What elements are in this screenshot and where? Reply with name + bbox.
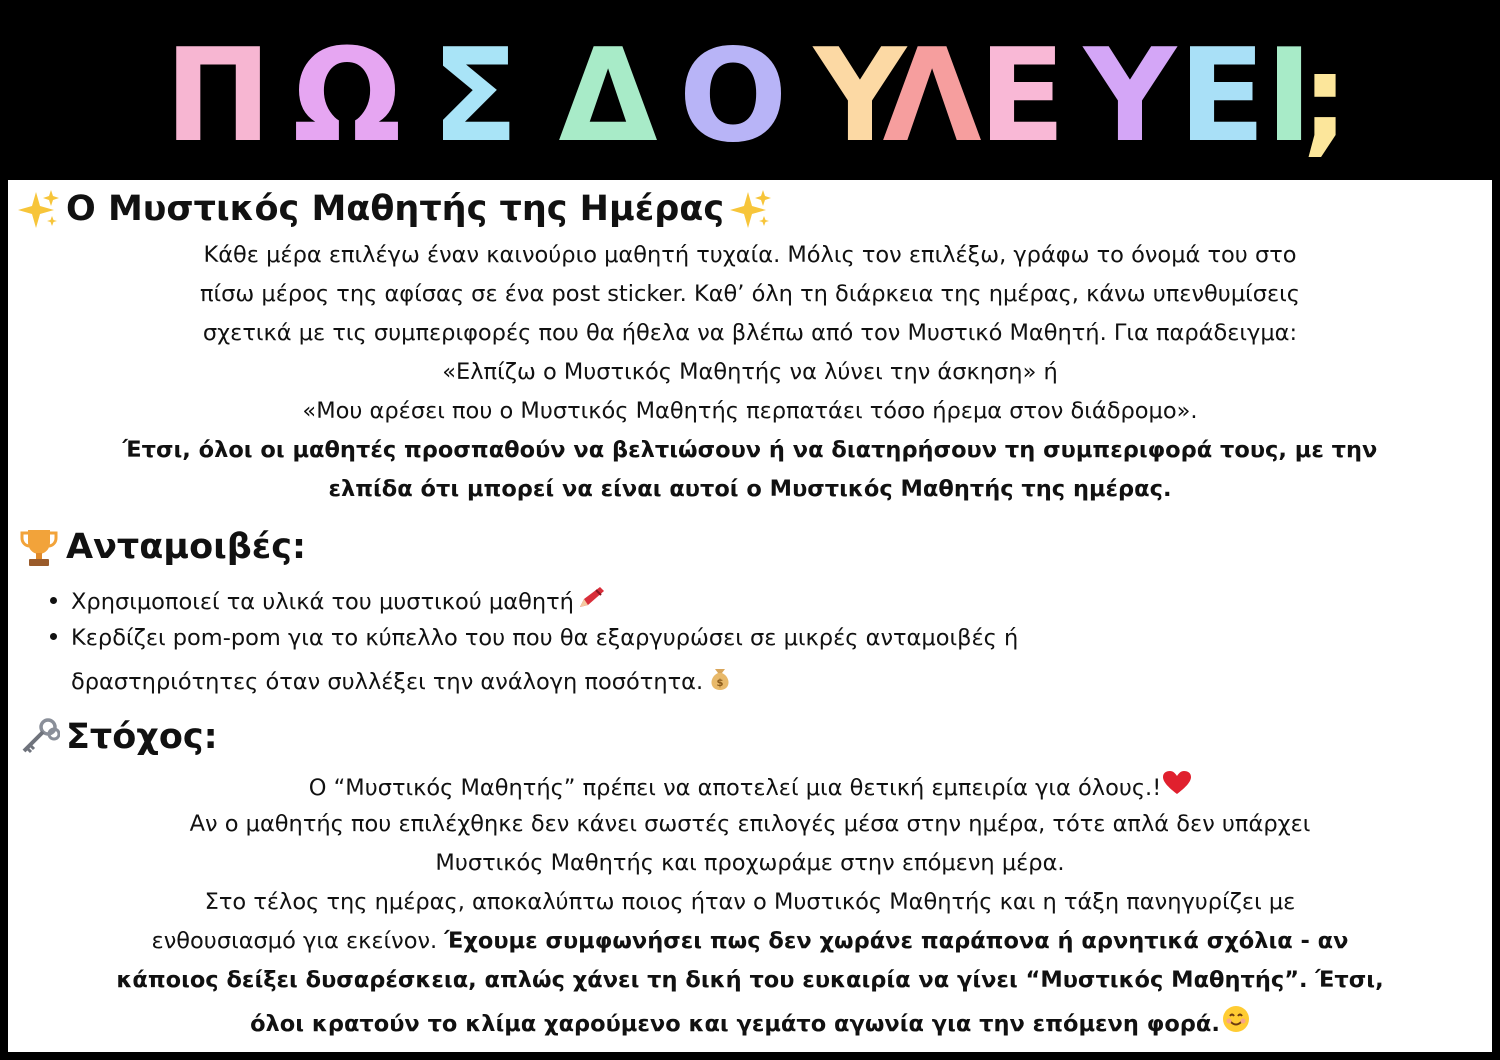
rewards-heading <box>18 526 306 568</box>
title-letter: Λ <box>882 22 982 171</box>
smiling-face-icon <box>1222 1005 1250 1038</box>
paragraph-line: Κάθε μέρα επιλέγω έναν καινούριο μαθητή τυχαία. Μόλις τον επιλέξω, γράφω το όνομά του στο <box>203 242 1297 268</box>
title-letter: Ε <box>978 22 1066 171</box>
title-letter: ; <box>1301 30 1349 169</box>
title-letter: Υ <box>813 22 907 171</box>
content-panel <box>8 180 1492 1052</box>
list-item: Χρησιμοποιεί τα υλικά του μυστικού μαθητή <box>50 588 606 617</box>
heart-icon <box>1163 771 1191 800</box>
title-banner <box>0 0 1500 180</box>
title-letter: Ω <box>292 22 402 171</box>
sparkles-icon <box>18 188 60 230</box>
example-quote-line: «Ελπίζω ο Μυστικός Μαθητής να λύνει την άσκηση» ή <box>442 359 1058 385</box>
key-icon <box>18 716 60 758</box>
title-letter: Π <box>164 22 272 171</box>
paragraph-line: πίσω μέρος της αφίσας σε ένα post sticker. Καθ’ όλη τη διάρκεια της ημέρας, κάνω υπενθυμίσεις <box>199 281 1300 307</box>
summary-bold-line: Έτσι, όλοι οι μαθητές προσπαθούν να βελτιώσουν ή να διατηρήσουν τη συμπεριφορά τους, με την <box>122 437 1378 463</box>
goal-bold-line: όλοι κρατούν το κλίμα χαρούμενο και γεμάτο αγωνία για την επόμενη φορά. <box>8 1008 1492 1041</box>
title-letter: Ο <box>678 22 788 171</box>
list-item: Κερδίζει pom-pom για το κύπελλο του που θα εξαργυρώσει σε μικρές ανταμοιβές ή <box>50 627 1018 650</box>
trophy-icon <box>18 526 60 568</box>
goal-heading-text: Στόχος: <box>66 717 218 757</box>
sparkles-icon <box>730 188 772 230</box>
title-letter: Σ <box>431 22 519 171</box>
title-letter: Υ <box>1083 22 1177 171</box>
crayon-icon <box>576 585 606 614</box>
goal-line: Στο τέλος της ημέρας, αποκαλύπτω ποιος ήταν ο Μυστικός Μαθητής και η τάξη πανηγυρίζει με <box>204 889 1296 915</box>
paragraph-line: σχετικά με τις συμπεριφορές που θα ήθελα να βλέπω από τον Μυστικό Μαθητή. Για παράδειγμα: <box>202 320 1298 346</box>
mystery-student-heading <box>18 188 772 230</box>
goal-line: ενθουσιασμό για εκείνον. Έχουμε συμφωνήσει πως δεν χωράνε παράπονα ή αρνητικά σχόλια - αν <box>151 928 1349 954</box>
example-quote-line: «Μου αρέσει που ο Μυστικός Μαθητής περπατάει τόσο ήρεμα στον διάδρομο». <box>302 398 1198 424</box>
goal-heading <box>18 716 218 758</box>
summary-bold-line: ελπίδα ότι μπορεί να είναι αυτοί ο Μυστικός Μαθητής της ημέρας. <box>328 476 1172 502</box>
bullet-icon <box>50 597 57 604</box>
goal-line: Αν ο μαθητής που επιλέχθηκε δεν κάνει σωστές επιλογές μέσα στην ημέρα, τότε απλά δεν υπάρχει <box>189 811 1311 837</box>
money-bag-icon <box>705 663 735 696</box>
goal-line: Μυστικός Μαθητής και προχωράμε στην επόμενη μέρα. <box>435 850 1065 876</box>
bullet-icon <box>50 633 57 640</box>
title-letter: Δ <box>558 22 658 171</box>
mystery-student-heading-text: Ο Μυστικός Μαθητής της Ημέρας <box>66 189 725 229</box>
page-title <box>0 0 1500 180</box>
title-letter: Ι <box>1265 22 1313 171</box>
goal-line: Ο “Μυστικός Μαθητής” πρέπει να αποτελεί μια θετική εμπειρία για όλους.! <box>8 774 1492 803</box>
goal-bold-line: κάποιος δείξει δυσαρέσκεια, απλώς χάνει τη δική του ευκαιρία να γίνει “Μυστικός Μαθητής”. Έτσι, <box>116 967 1384 993</box>
title-letter: Ε <box>1178 22 1266 171</box>
list-item-continuation: δραστηριότητες όταν συλλέξει την ανάλογη ποσότητα. $ <box>71 666 735 699</box>
rewards-heading-text: Ανταμοιβές: <box>66 527 307 567</box>
svg-text:$: $ <box>716 678 724 689</box>
